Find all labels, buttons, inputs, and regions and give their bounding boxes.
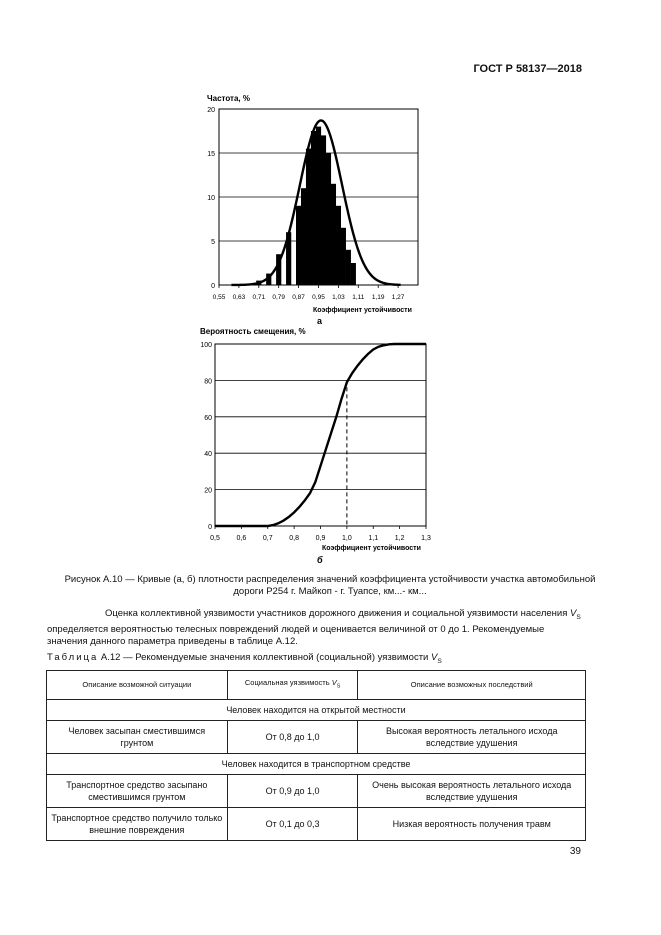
group-title: Человек находится в транспортном средстве <box>47 754 586 775</box>
chart-a-bar <box>311 131 316 285</box>
page-number: 39 <box>569 846 581 857</box>
table-row <box>47 775 586 808</box>
table-row <box>47 721 586 754</box>
vulnerability-table <box>46 670 586 841</box>
chart-a-bar <box>326 153 331 285</box>
chart-b-ytick-label: 100 <box>200 342 212 349</box>
chart-a-bar <box>321 135 326 285</box>
cell-situation: Человек засыпан сместившимся грунтом <box>47 721 228 754</box>
chart-a-bar <box>296 206 301 285</box>
chart-b-xtick-label: 0,7 <box>262 535 273 542</box>
cell-consequences: Высокая вероятность летального исхода вследствие удушения <box>358 721 586 754</box>
table-title <box>47 652 442 665</box>
table-header-row <box>47 671 586 700</box>
paragraph-symbol: V <box>570 608 577 619</box>
chart-a-ytick-label: 15 <box>207 151 215 158</box>
paragraph-text-end: определяется вероятностью телесных повреждений людей и оценивается величиной от 0 до 1. Рекомендуемые значения данного параметра приведены в таблице А.12. <box>47 623 545 647</box>
chart-a-bar <box>351 263 356 285</box>
chart-a-xtick-label: 0,95 <box>312 294 325 301</box>
chart-b-ytick-label: 0 <box>208 524 212 531</box>
chart-a-xtick-label: 1,11 <box>352 294 365 301</box>
chart-a-xtick-label: 1,27 <box>391 294 405 301</box>
chart-b-xtick-label: 0,6 <box>236 535 247 542</box>
table-label: Таблица <box>47 652 99 663</box>
table-row <box>47 808 586 841</box>
chart-b-xlabel: Коэффициент устойчивости <box>322 545 421 552</box>
chart-b-panel-label: б <box>317 555 323 565</box>
displacement-probability-chart <box>195 325 445 570</box>
group-row <box>47 700 586 721</box>
chart-b-ytick-label: 80 <box>204 378 212 386</box>
paragraph-text-start: Оценка коллективной уязвимости участников дорожного движения и социальной уязвимости населения <box>105 608 568 619</box>
chart-b-plot-frame <box>215 344 426 526</box>
chart-b-xtick-label: 0,5 <box>210 535 220 542</box>
chart-b-xtick-label: 1,3 <box>421 535 431 542</box>
chart-b-probability-curve <box>215 344 426 526</box>
chart-b-xtick-label: 0,9 <box>315 535 326 542</box>
paragraph-symbol-sub: S <box>576 613 581 621</box>
group-row <box>47 754 586 775</box>
chart-a-xtick-label: 0,55 <box>212 294 226 301</box>
chart-b-xtick-label: 0,8 <box>289 535 299 542</box>
chart-b-ylabel: Вероятность смещения, % <box>200 327 306 336</box>
chart-b-xtick-label: 1,1 <box>368 535 379 542</box>
chart-a-bar <box>301 188 306 285</box>
chart-a-bar <box>346 250 351 285</box>
document-code: ГОСТ Р 58137—2018 <box>473 63 582 75</box>
header-vulnerability: Социальная уязвимость $V_S$ <box>227 671 358 700</box>
chart-a-ytick-label: 20 <box>207 107 215 114</box>
chart-a-ytick-label: 10 <box>207 195 215 202</box>
cell-vulnerability: От 0,1 до 0,3 <box>227 808 358 841</box>
table-number: А.12 <box>100 652 121 663</box>
chart-a-bar <box>341 228 346 285</box>
cell-vulnerability: От 0,9 до 1,0 <box>227 775 358 808</box>
cell-vulnerability: От 0,8 до 1,0 <box>227 721 358 754</box>
table-title-symbol-sub: S <box>437 657 442 665</box>
chart-a-ytick-label: 5 <box>211 239 215 246</box>
chart-b-ytick-label: 20 <box>204 487 212 495</box>
cell-situation: Транспортное средство засыпано сместившимся грунтом <box>47 775 228 808</box>
chart-a-xtick-label: 1,19 <box>371 294 385 301</box>
cell-consequences: Низкая вероятность получения травм <box>358 808 586 841</box>
chart-a-bar <box>306 149 311 285</box>
chart-b-ytick-label: 60 <box>204 414 212 422</box>
chart-a-xtick-label: 0,71 <box>252 294 266 301</box>
chart-a-bar <box>336 206 341 285</box>
chart-a-xtick-label: 0,79 <box>272 294 286 301</box>
chart-a-xtick-label: 0,63 <box>232 294 246 301</box>
cell-situation: Транспортное средство получило только внешние повреждения <box>47 808 228 841</box>
chart-b-ytick-label: 40 <box>204 451 212 459</box>
figure-caption: Рисунок А.10 — Кривые (а, б) плотности распределения значений коэффициента устойчивости участка автомобильной дороги Р254 г. Майкоп - г. Туапсе, км...- км... <box>64 574 596 597</box>
chart-a-bar <box>331 184 336 285</box>
chart-a-panel-label: а <box>317 316 323 325</box>
chart-b-xtick-label: 1,0 <box>342 535 352 542</box>
table-title-symbol: V <box>431 652 438 663</box>
chart-a-ylabel: Частота, % <box>207 94 250 103</box>
group-title: Человек находится на открытой местности <box>47 700 586 721</box>
header-consequences: Описание возможных последствий <box>358 671 586 700</box>
chart-a-bar <box>316 127 321 285</box>
chart-a-xtick-label: 1,03 <box>332 294 345 301</box>
chart-b-xtick-label: 1,2 <box>394 535 405 542</box>
chart-a-xtick-label: 0,87 <box>292 294 305 301</box>
chart-a-ytick-label: 0 <box>211 283 215 290</box>
table-title-text: — Рекомендуемые значения коллективной (социальной) уязвимости <box>123 652 429 663</box>
frequency-histogram-chart <box>195 90 445 325</box>
body-paragraph <box>47 608 586 648</box>
header-situation: Описание возможной ситуации <box>47 671 228 700</box>
cell-consequences: Очень высокая вероятность летального исхода вследствие удушения <box>358 775 586 808</box>
chart-a-xlabel: Коэффициент устойчивости <box>313 307 412 314</box>
